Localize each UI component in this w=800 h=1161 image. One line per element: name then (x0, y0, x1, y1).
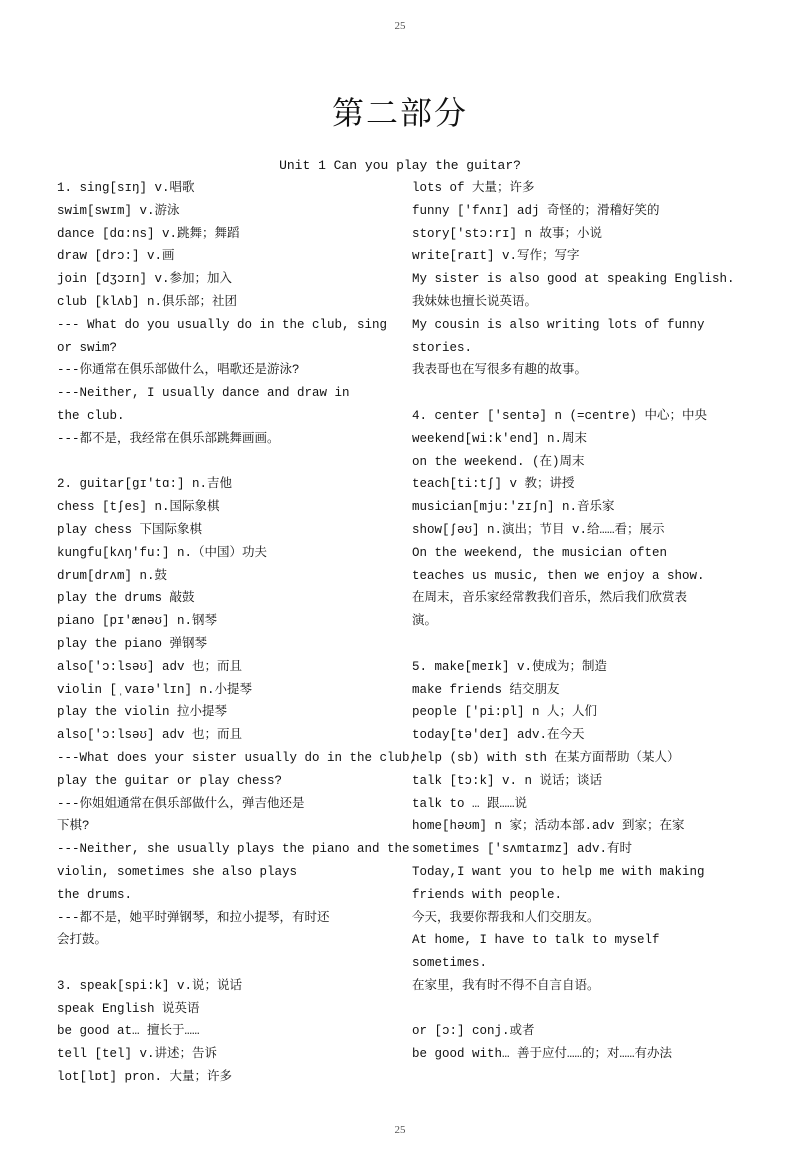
text-line: home[həʊm] n 家；活动本部.adv 到家；在家 (412, 819, 685, 834)
text-line: draw [drɔ:] v.画 (57, 249, 175, 264)
text-line: or [ɔ:] conj.或者 (412, 1024, 535, 1039)
text-line: musician[mju:'zɪʃn] n.音乐家 (412, 500, 615, 515)
text-line: chess [tʃes] n.国际象棋 (57, 500, 220, 515)
text-line: make friends 结交朋友 (412, 682, 560, 697)
text-line: weekend[wi:k'end] n.周末 (412, 431, 588, 446)
text-line: play the violin 拉小提琴 (57, 705, 228, 720)
text-line: play chess 下国际象棋 (57, 522, 203, 537)
text-line: My cousin is also writing lots of funny (412, 317, 705, 332)
text-line: ---都不是，她平时弹钢琴，和拉小提琴，有时还 (57, 910, 330, 925)
text-line: play the guitar or play chess? (57, 773, 283, 788)
text-line: ---都不是，我经常在俱乐部跳舞画画。 (57, 431, 280, 446)
blank-line (412, 998, 757, 1021)
blank-line (412, 382, 757, 405)
text-line: also['ɔ:lsəʊ] adv 也；而且 (57, 659, 243, 674)
left-column (57, 177, 418, 1089)
text-line: club [klʌb] n.俱乐部；社团 (57, 294, 238, 309)
text-line: dance [dɑ:ns] v.跳舞；舞蹈 (57, 226, 240, 241)
text-line: ---Neither, I usually dance and draw in (57, 386, 350, 401)
text-line: 在周末，音乐家经常教我们音乐，然后我们欣赏表 (412, 591, 688, 606)
text-line: 我表哥也在写很多有趣的故事。 (412, 363, 588, 378)
text-line: ---What does your sister usually do in the club, (57, 750, 418, 765)
text-line: drum[drʌm] n.鼓 (57, 568, 168, 583)
text-line: 我妹妹也擅长说英语。 (412, 294, 538, 309)
text-line: or swim? (57, 340, 118, 355)
text-line: sometimes ['sʌmtaɪmz] adv.有时 (412, 842, 633, 857)
text-line: ---你姐姐通常在俱乐部做什么，弹吉他还是 (57, 796, 305, 811)
text-line: play the drums 敲鼓 (57, 591, 195, 606)
text-line: help (sb) with sth 在某方面帮助（某人） (412, 750, 680, 765)
unit-subtitle: Unit 1 Can you play the guitar? (279, 158, 521, 173)
text-line: violin [ˌvaɪə'lɪn] n.小提琴 (57, 682, 253, 697)
text-line: show[ʃəʊ] n.演出；节目 v.给……看；展示 (412, 522, 665, 537)
text-line: 今天，我要你帮我和人们交朋友。 (412, 910, 600, 925)
text-line: 5. make[meɪk] v.使成为；制造 (412, 659, 608, 674)
text-line: At home, I have to talk to myself (412, 933, 660, 948)
text-line: 1. sing[sɪŋ] v.唱歌 (57, 181, 195, 195)
blank-line (57, 451, 402, 474)
text-line: stories. (412, 340, 473, 355)
text-line: On the weekend, the musician often (412, 545, 668, 560)
text-line: write[raɪt] v.写作；写字 (412, 249, 580, 264)
text-line: on the weekend. (在)周末 (412, 454, 585, 469)
text-line: be good at… 擅长于…… (57, 1024, 200, 1039)
text-line: teach[ti:tʃ] v 教；讲授 (412, 477, 575, 492)
text-line: 3. speak[spi:k] v.说；说话 (57, 978, 243, 993)
blank-line (412, 633, 757, 656)
text-line: swim[swɪm] v.游泳 (57, 203, 180, 218)
text-line: be good with… 善于应付……的；对……有办法 (412, 1047, 673, 1062)
text-line: play the piano 弹钢琴 (57, 636, 208, 651)
text-line: kungfu[kʌŋ'fu:] n.（中国）功夫 (57, 545, 268, 560)
text-line: violin, sometimes she also plays (57, 864, 298, 879)
text-line: My sister is also good at speaking English. (412, 272, 735, 287)
text-line: teaches us music, then we enjoy a show. (412, 568, 705, 583)
text-line: 2. guitar[gɪ'tɑ:] n.吉他 (57, 477, 233, 492)
text-line: the drums. (57, 887, 133, 902)
text-line: funny ['fʌnɪ] adj 奇怪的；滑稽好笑的 (412, 203, 660, 218)
text-line: 4. center ['sentə] n (=centre) 中心；中央 (412, 408, 708, 423)
text-line: speak English 说英语 (57, 1001, 200, 1016)
text-line: friends with people. (412, 887, 563, 902)
text-line: tell [tel] v.讲述；告诉 (57, 1047, 218, 1062)
text-line: ---你通常在俱乐部做什么，唱歌还是游泳? (57, 363, 300, 378)
text-line: story['stɔ:rɪ] n 故事；小说 (412, 226, 603, 241)
text-line: piano [pɪ'ænəʊ] n.钢琴 (57, 614, 218, 629)
text-line: today[tə'deɪ] adv.在今天 (412, 728, 585, 743)
text-line: 下棋? (57, 819, 90, 834)
text-line: Today,I want you to help me with making (412, 864, 705, 879)
text-line: also['ɔ:lsəʊ] adv 也；而且 (57, 728, 243, 743)
blank-line (57, 952, 402, 975)
text-line: join [dʒɔɪn] v.参加；加入 (57, 272, 233, 287)
text-line: ---Neither, she usually plays the piano and the (57, 842, 410, 857)
text-line: lots of 大量；许多 (412, 181, 535, 195)
text-line: --- What do you usually do in the club, sing (57, 317, 388, 332)
text-line: talk [tɔ:k] v. n 说话；谈话 (412, 773, 603, 788)
page-number-top: 25 (394, 20, 406, 32)
page-title: 第二部分 (331, 94, 468, 132)
text-line: sometimes. (412, 956, 488, 971)
text-line: people ['pi:pl] n 人；人们 (412, 705, 598, 720)
page-number-bottom: 25 (394, 1124, 406, 1136)
text-line: 在家里，我有时不得不自言自语。 (412, 978, 600, 993)
text-line: the club. (57, 408, 125, 423)
text-line: lot[lɒt] pron. 大量；许多 (57, 1070, 233, 1085)
text-line: 会打鼓。 (57, 933, 108, 948)
text-line: 演。 (412, 614, 438, 629)
right-column (412, 177, 757, 1066)
text-line: talk to … 跟……说 (412, 796, 528, 811)
